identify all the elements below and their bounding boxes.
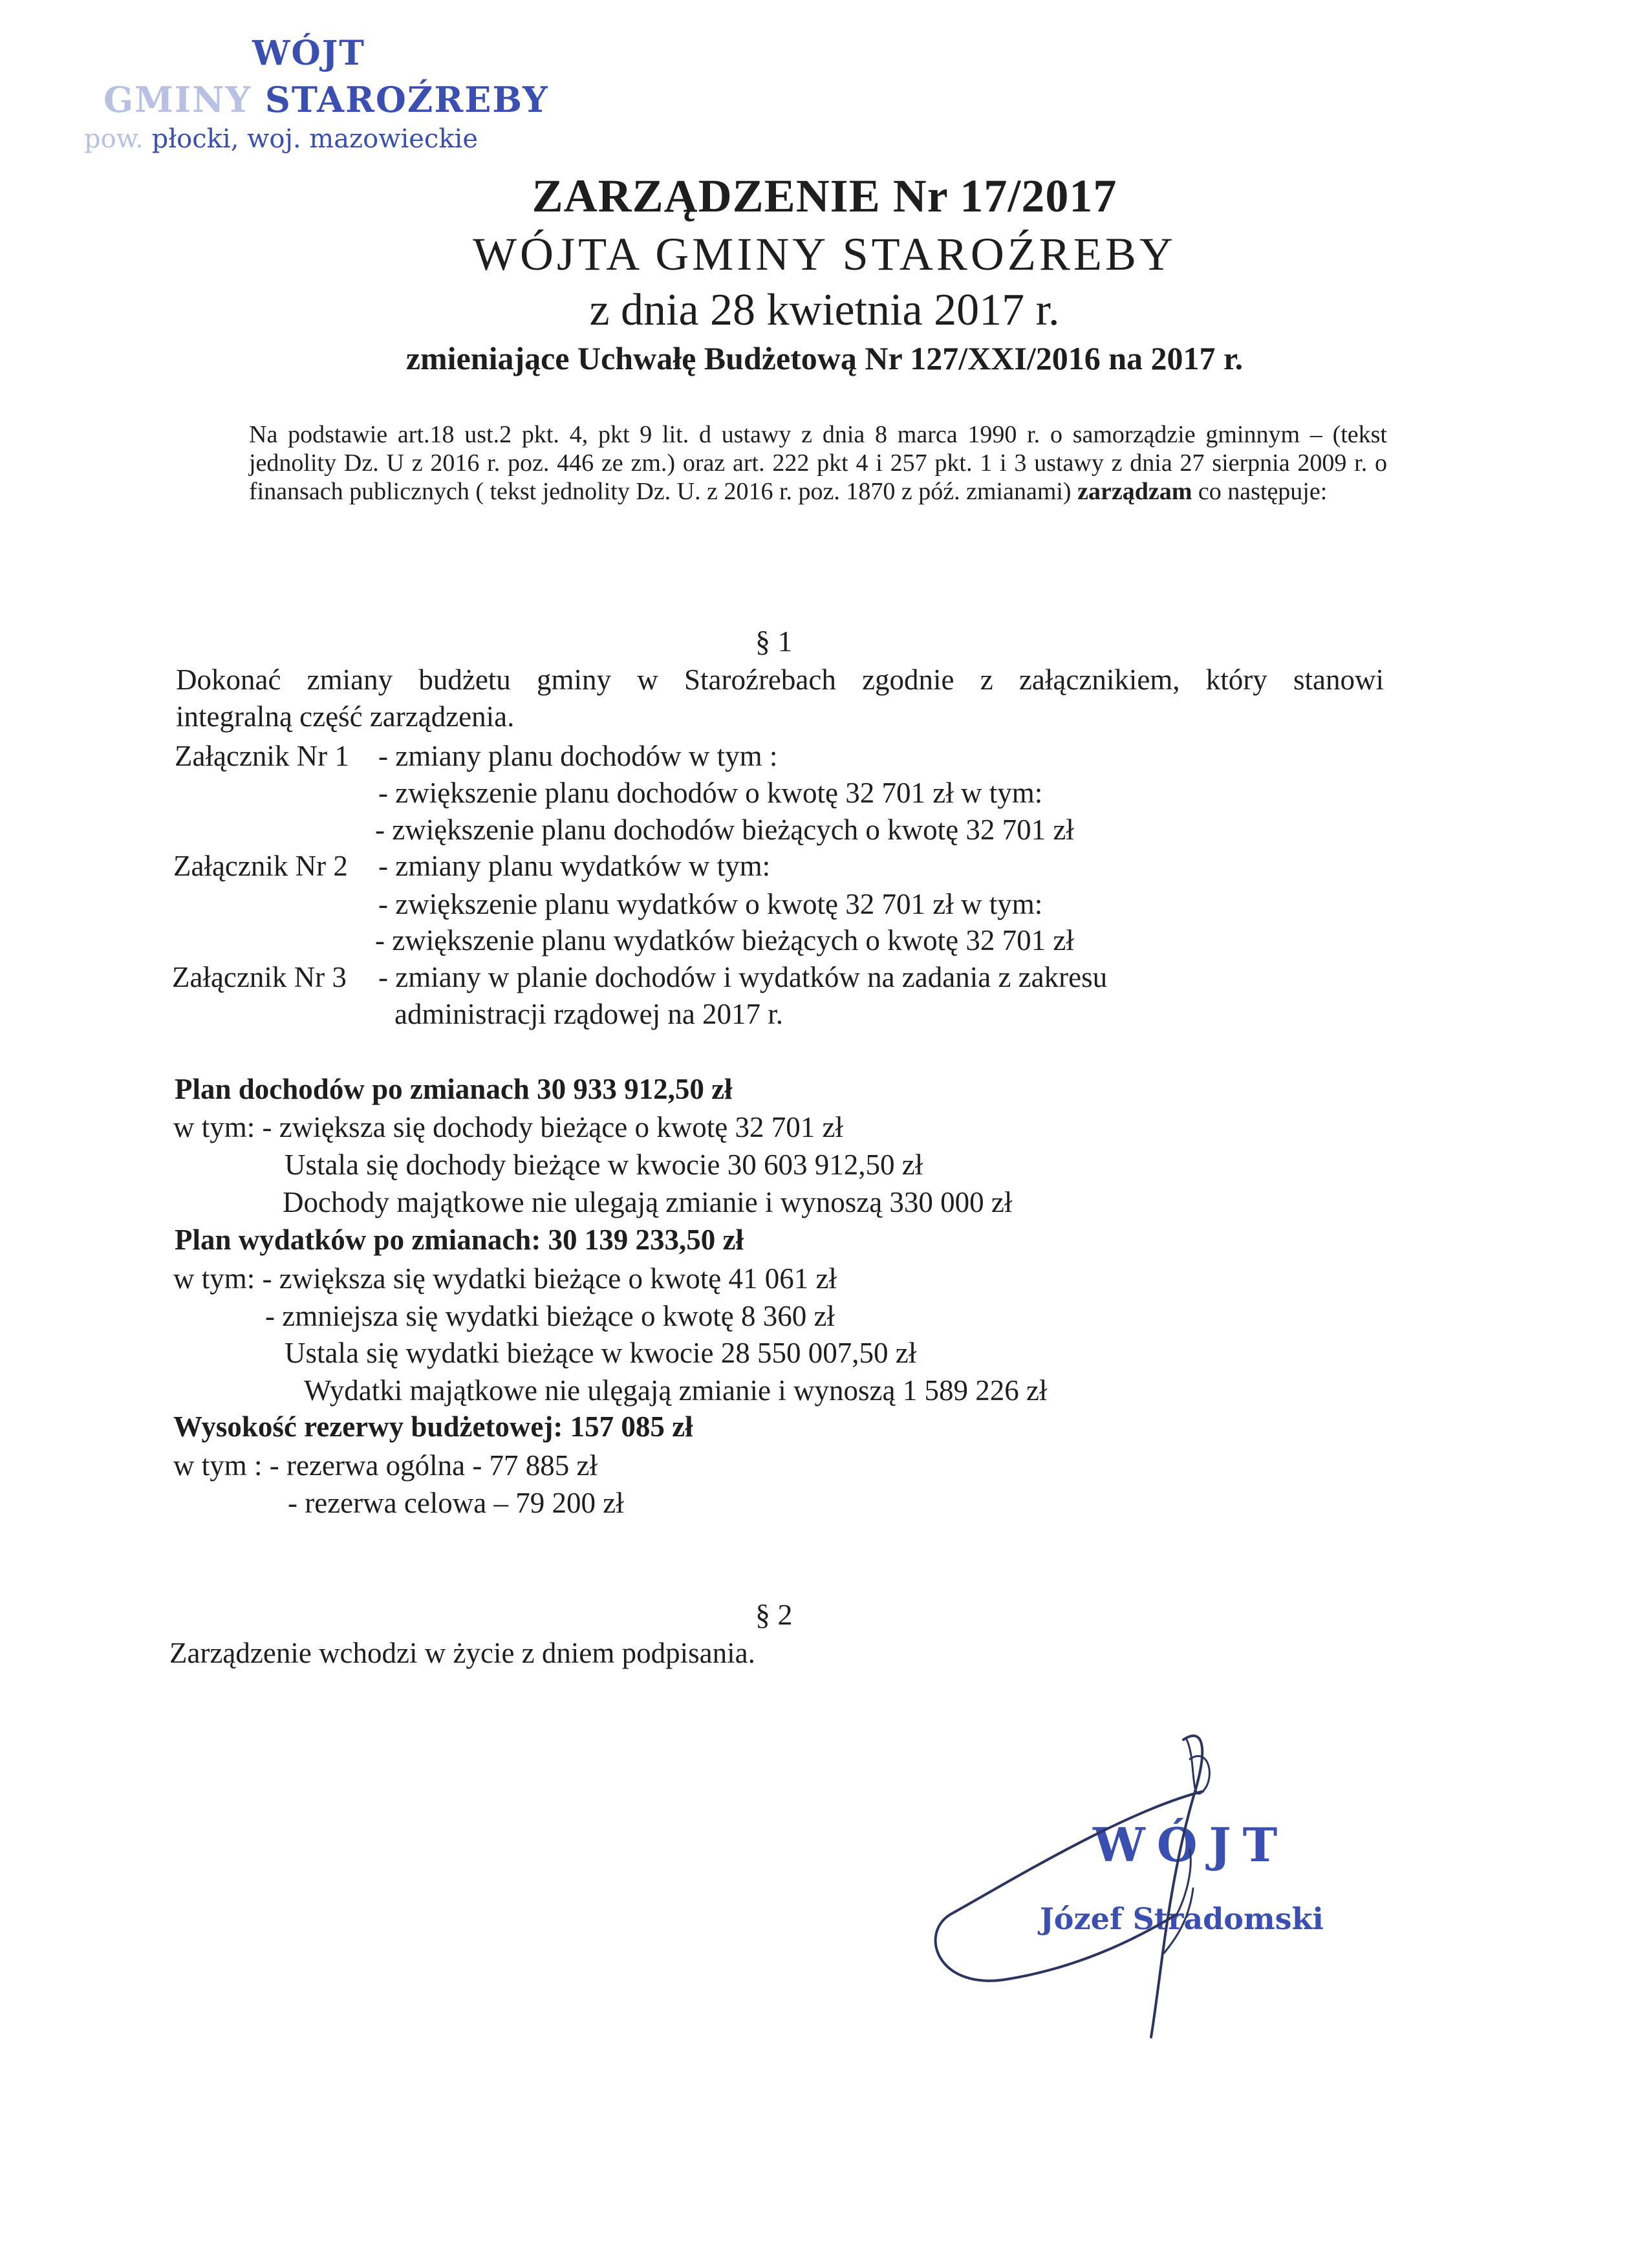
attachment-1-line1: - zmiany planu dochodów w tym : [378, 740, 778, 772]
section-1-intro-line1: Dokonać zmiany budżetu gminy w Staroźrebach zgodnie z załącznikiem, który stanowi [176, 664, 1384, 696]
section-2-mark: § 2 [755, 1598, 793, 1631]
attachment-2-line1: - zmiany planu wydatków w tym: [378, 850, 771, 882]
section-2-text: Zarządzenie wchodzi w życie z dniem podpisania. [169, 1637, 755, 1669]
document-title: ZARZĄDZENIE Nr 17/2017 [532, 170, 1117, 222]
signature-name: Józef Stradomski [1040, 1901, 1324, 1936]
income-plan-line1: w tym: - zwiększa się dochody bieżące o kwotę 32 701 zł [173, 1111, 843, 1143]
document-subject: zmieniające Uchwałę Budżetową Nr 127/XXI/2016 na 2017 r. [405, 340, 1244, 376]
attachment-3-line2: administracji rządowej na 2017 r. [394, 998, 784, 1030]
stamp-municipality-name: STAROŹREBY [264, 79, 549, 120]
income-plan-line3: Dochody majątkowe nie ulegają zmianie i wynoszą 330 000 zł [283, 1186, 1013, 1218]
stamp-address [84, 124, 478, 154]
stamp-municipality-prefix: GMINY [103, 79, 265, 120]
legal-basis-text: Na podstawie art.18 ust.2 pkt. 4, pkt 9 lit. d ustawy z dnia 8 marca 1990 r. o samorządzie gminnym – (tekst jednolity Dz. U z 2016 r. poz. 446 ze zm.) oraz art. 222 pkt 4 i 257 pkt. 1 i 3 ustawy z dnia 27 sierpnia 2009 r. o finansach publicznych ( tekst jednolity Dz. U. z 2016 r. poz. 1870 z póź. zmianami) [249, 421, 1387, 505]
legal-basis-tail: co następuje: [1198, 478, 1328, 505]
attachment-2-line3: - zwiększenie planu wydatków bieżących o kwotę 32 701 zł [375, 924, 1074, 956]
signature-title: WÓJT [1093, 1817, 1289, 1872]
attachment-2-line2: - zwiększenie planu wydatków o kwotę 32 701 zł w tym: [378, 888, 1043, 920]
stamp-title: WÓJT [252, 34, 365, 73]
expense-plan-line3: Ustala się wydatki bieżące w kwocie 28 550 007,50 zł [285, 1337, 917, 1369]
expense-plan-heading: Plan wydatków po zmianach: 30 139 233,50 zł [175, 1224, 744, 1256]
stamp-address-text: płocki, woj. mazowieckie [151, 124, 479, 154]
reserve-line2: - rezerwa celowa – 79 200 zł [288, 1487, 624, 1519]
attachment-3-label: Załącznik Nr 3 [172, 961, 347, 993]
attachment-1-line3: - zwiększenie planu dochodów bieżących o kwotę 32 701 zł [375, 814, 1074, 846]
income-plan-heading: Plan dochodów po zmianach 30 933 912,50 zł [175, 1073, 733, 1105]
section-1-intro-line2: integralną część zarządzenia. [176, 700, 515, 733]
income-plan-line2: Ustala się dochody bieżące w kwocie 30 603 912,50 zł [285, 1149, 923, 1181]
legal-basis-bold: zarządzam [1077, 478, 1192, 505]
attachment-1-line2: - zwiększenie planu dochodów o kwotę 32 701 zł w tym: [378, 777, 1043, 809]
expense-plan-line2: - zmniejsza się wydatki bieżące o kwotę 8 360 zł [265, 1300, 835, 1332]
handwritten-signature [931, 1720, 1319, 2044]
expense-plan-line1: w tym: - zwiększa się wydatki bieżące o kwotę 41 061 zł [173, 1262, 837, 1295]
attachment-2-label: Załącznik Nr 2 [173, 850, 348, 882]
attachment-1-label: Załącznik Nr 1 [175, 740, 349, 772]
stamp-municipality [103, 79, 549, 120]
reserve-heading: Wysokość rezerwy budżetowej: 157 085 zł [173, 1410, 693, 1443]
reserve-line1: w tym : - rezerwa ogólna - 77 885 zł [173, 1449, 598, 1482]
expense-plan-line4: Wydatki majątkowe nie ulęgają zmianie i wynoszą 1 589 226 zł [304, 1374, 1048, 1407]
legal-basis [249, 420, 1387, 506]
document-date: z dnia 28 kwietnia 2017 r. [589, 285, 1060, 335]
document-authority: WÓJTA GMINY STAROŹREBY [473, 228, 1176, 280]
stamp-address-prefix: pow. [84, 124, 152, 154]
section-1-mark: § 1 [755, 625, 793, 658]
attachment-3-line1: - zmiany w planie dochodów i wydatków na zadania z zakresu [378, 961, 1108, 993]
